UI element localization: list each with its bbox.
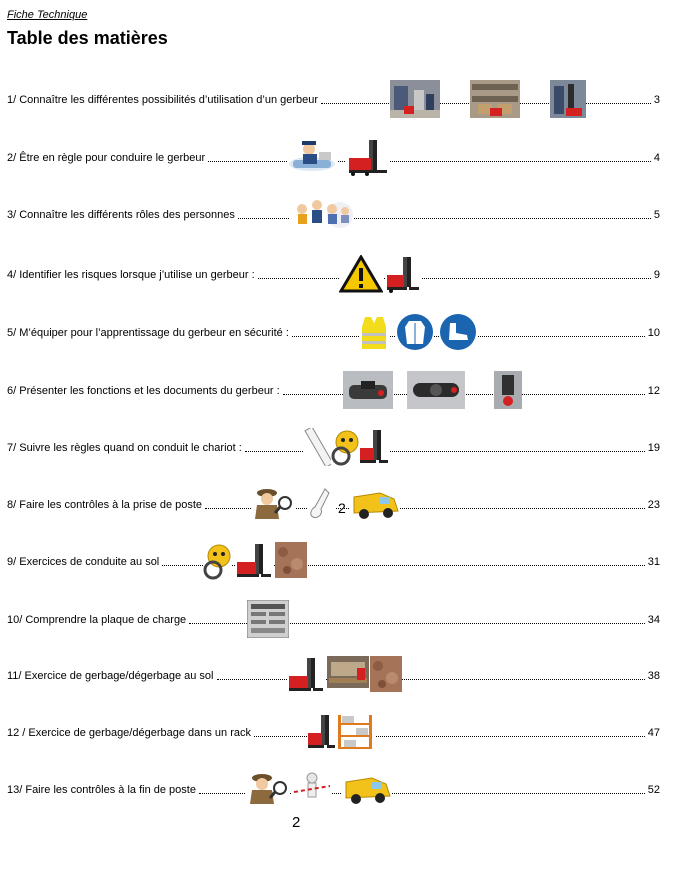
floor-texture-photo <box>275 542 307 578</box>
warehouse-photo <box>390 80 440 118</box>
toc-entry-page: 5 <box>653 209 660 221</box>
leader-dots <box>217 678 645 680</box>
police-officer-icon <box>287 138 337 172</box>
safety-shoe-icon <box>439 313 477 351</box>
toc-entry-page: 23 <box>647 499 660 511</box>
van-icon <box>350 485 400 523</box>
floor-texture-photo <box>370 656 402 692</box>
stacker-handle-photo <box>407 371 465 409</box>
toc-entry[interactable] <box>7 371 660 411</box>
ruler-icon <box>304 428 334 466</box>
toc-entry[interactable] <box>7 138 660 178</box>
toc-entry[interactable] <box>7 313 660 353</box>
toc-entry-label: 1/ Connaître les différentes possibilités d’utilisation d’un gerbeur <box>7 94 319 106</box>
stacker-icon <box>287 656 325 694</box>
toc-entry[interactable] <box>7 428 660 468</box>
rack-icon <box>335 713 375 751</box>
toc-entry-page: 10 <box>647 327 660 339</box>
toc-entry-label: 9/ Exercices de conduite au sol <box>7 556 160 568</box>
toc-entry[interactable] <box>7 542 660 582</box>
toc-entry-label: 4/ Identifier les risques lorsque j’utilise un gerbeur : <box>7 269 255 281</box>
toc-entry[interactable] <box>7 600 660 640</box>
stacker-icon <box>385 255 421 293</box>
stacker-icon <box>307 713 337 751</box>
pallet-photo <box>327 656 369 688</box>
toc-entry[interactable] <box>7 485 660 525</box>
toc-entry-page: 12 <box>647 385 660 397</box>
people-roles-icon <box>290 195 354 229</box>
toc-entry-page: 52 <box>647 784 660 796</box>
stacker-icon <box>359 428 389 466</box>
leader-dots <box>208 160 651 162</box>
safety-vest-icon <box>359 313 389 351</box>
toc-entry[interactable] <box>7 195 660 235</box>
smiley-driver-icon <box>203 542 231 580</box>
figure-tape-icon <box>292 770 332 808</box>
stacker-handle-photo <box>343 371 393 409</box>
page-number: 2 <box>292 814 301 831</box>
toc-entry-label: 7/ Suivre les règles quand on conduit le chariot : <box>7 442 242 454</box>
van-icon <box>342 770 392 808</box>
toc-entry-page: 9 <box>653 269 660 281</box>
toc-entry-label: 5/ M’équiper pour l’apprentissage du gerbeur en sécurité : <box>7 327 289 339</box>
toc-entry[interactable] <box>7 80 660 120</box>
page-title: Table des matières <box>7 28 168 48</box>
toc-entry-page: 47 <box>647 727 660 739</box>
warehouse-photo <box>470 80 520 118</box>
toc-entry-page: 4 <box>653 152 660 164</box>
toc-entry[interactable] <box>7 713 660 753</box>
stacker-icon <box>235 542 273 580</box>
load-plate-photo <box>247 600 289 638</box>
toc-entry-page: 34 <box>647 614 660 626</box>
stacker-controls-photo <box>494 371 522 409</box>
wrench-icon <box>307 485 335 523</box>
toc-entry-label: 13/ Faire les contrôles à la fin de poste <box>7 784 196 796</box>
smiley-driver-icon <box>331 428 359 466</box>
inline-number: 2 <box>338 500 346 516</box>
toc-entry-page: 31 <box>647 556 660 568</box>
toc-entry[interactable] <box>7 770 660 810</box>
protective-coat-icon <box>396 313 434 351</box>
toc-entry[interactable] <box>7 255 660 295</box>
toc-entry-label: 8/ Faire les contrôles à la prise de poste <box>7 499 203 511</box>
toc-entry-label: 11/ Exercice de gerbage/dégerbage au sol <box>7 670 214 682</box>
warning-sign-icon <box>339 255 383 293</box>
toc-entry-page: 38 <box>647 670 660 682</box>
toc-entry-label: 6/ Présenter les fonctions et les documents du gerbeur : <box>7 385 280 397</box>
toc-entry[interactable] <box>7 656 660 696</box>
toc-entry-page: 19 <box>647 442 660 454</box>
warehouse-photo <box>550 80 586 118</box>
document-subtitle: Fiche Technique <box>7 9 88 21</box>
toc-entry-page: 3 <box>653 94 660 106</box>
stacker-icon <box>345 138 389 176</box>
toc-entry-label: 10/ Comprendre la plaque de charge <box>7 614 187 626</box>
toc-entry-label: 3/ Connaître les différents rôles des personnes <box>7 209 235 221</box>
inspector-icon <box>251 485 295 521</box>
leader-dots <box>258 277 651 279</box>
toc-entry-label: 2/ Être en règle pour conduire le gerbeur <box>7 152 206 164</box>
toc-entry-label: 12 / Exercice de gerbage/dégerbage dans un rack <box>7 727 251 739</box>
inspector-icon <box>246 770 290 806</box>
